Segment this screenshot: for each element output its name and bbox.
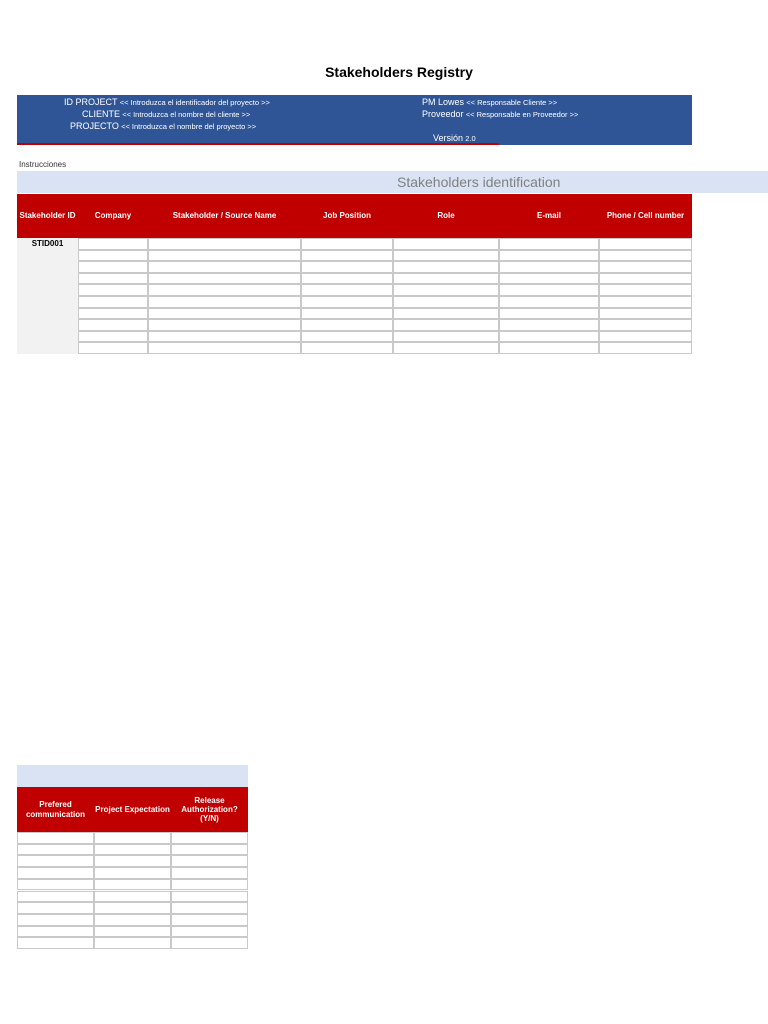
table-cell[interactable] [171, 891, 248, 903]
table-cell[interactable] [599, 342, 692, 354]
table-cell[interactable] [94, 832, 171, 844]
table-cell[interactable] [499, 319, 599, 331]
instructions-link[interactable]: Instrucciones [19, 160, 67, 169]
table-cell[interactable] [393, 308, 499, 320]
table-cell[interactable] [301, 284, 393, 296]
table-cell[interactable] [94, 867, 171, 879]
table-cell[interactable] [148, 319, 301, 331]
table-cell[interactable] [599, 273, 692, 285]
project-header [17, 95, 692, 145]
table-cell[interactable] [301, 331, 393, 343]
table-cell[interactable] [94, 937, 171, 949]
table-cell[interactable] [17, 832, 94, 844]
table-cell[interactable] [78, 250, 148, 262]
table-cell[interactable] [599, 308, 692, 320]
table-cell[interactable] [148, 284, 301, 296]
table-cell[interactable] [499, 284, 599, 296]
table-cell[interactable] [171, 855, 248, 867]
col-project-expectation: Project Expectation [95, 804, 170, 814]
col-company: Company [94, 211, 132, 221]
table-cell[interactable] [94, 902, 171, 914]
table-cell[interactable] [171, 926, 248, 938]
table-cell[interactable] [148, 238, 301, 250]
section-band [17, 171, 768, 193]
table-cell[interactable] [17, 855, 94, 867]
table-cell[interactable] [599, 261, 692, 273]
version-label: Versión [433, 133, 464, 143]
table-cell[interactable] [599, 331, 692, 343]
version-value: 2.0 [465, 134, 476, 143]
id-cell[interactable] [17, 238, 78, 354]
table-cell[interactable] [148, 296, 301, 308]
col-stakeholder-name: Stakeholder / Source Name [172, 211, 277, 221]
table-cell[interactable] [301, 250, 393, 262]
table-cell[interactable] [78, 319, 148, 331]
stakeholders-table-body [17, 238, 693, 354]
proveedor-value[interactable]: << Responsable en Proveedor >> [465, 110, 579, 119]
table-cell[interactable] [94, 844, 171, 856]
table-cell[interactable] [94, 891, 171, 903]
table-cell[interactable] [499, 261, 599, 273]
table-cell[interactable] [499, 308, 599, 320]
table-cell[interactable] [301, 319, 393, 331]
page-title: Stakeholders Registry [325, 64, 473, 80]
table-cell[interactable] [148, 331, 301, 343]
table-cell[interactable] [171, 914, 248, 926]
table-cell[interactable] [148, 261, 301, 273]
stakeholders-table-header [17, 194, 692, 238]
col-phone: Phone / Cell number [606, 211, 685, 221]
table-cell[interactable] [301, 308, 393, 320]
pm-row [422, 97, 557, 107]
col-prefered-communication: Prefered communication [25, 800, 86, 819]
table-cell[interactable] [78, 261, 148, 273]
section-band-2 [17, 765, 248, 787]
table-cell[interactable] [78, 308, 148, 320]
proveedor-label: Proveedor [422, 109, 464, 119]
table-cell[interactable] [301, 342, 393, 354]
table-cell[interactable] [499, 250, 599, 262]
table-cell[interactable] [94, 926, 171, 938]
table-cell[interactable] [17, 937, 94, 949]
proveedor-row [422, 109, 578, 119]
table-cell[interactable] [78, 342, 148, 354]
table-cell[interactable] [393, 250, 499, 262]
table-cell[interactable] [78, 331, 148, 343]
table-cell[interactable] [78, 238, 148, 250]
table-cell[interactable] [171, 902, 248, 914]
version-row [433, 133, 476, 143]
table-cell[interactable] [17, 891, 94, 903]
projecto-label: PROJECTO [70, 121, 119, 131]
table-cell[interactable] [301, 273, 393, 285]
table-cell[interactable] [393, 342, 499, 354]
table-cell[interactable] [171, 832, 248, 844]
table-cell[interactable] [393, 331, 499, 343]
header-divider [17, 143, 499, 145]
table-cell[interactable] [301, 238, 393, 250]
table-cell[interactable] [148, 308, 301, 320]
table-cell[interactable] [499, 296, 599, 308]
table-cell[interactable] [17, 914, 94, 926]
table-cell[interactable] [94, 879, 171, 891]
table-cell[interactable] [499, 331, 599, 343]
table-cell[interactable] [17, 926, 94, 938]
table-cell[interactable] [17, 844, 94, 856]
table-cell[interactable] [393, 261, 499, 273]
section-title: Stakeholders identification [397, 174, 561, 190]
table-cell[interactable] [393, 238, 499, 250]
table-cell[interactable] [301, 261, 393, 273]
table-cell[interactable] [171, 844, 248, 856]
communication-table-header [17, 787, 248, 832]
col-email: E-mail [536, 211, 561, 221]
table-cell[interactable] [393, 273, 499, 285]
col-role: Role [437, 211, 455, 221]
col-stakeholder-id: Stakeholder ID [19, 211, 76, 221]
table-cell[interactable] [171, 867, 248, 879]
table-cell[interactable] [499, 238, 599, 250]
pm-value[interactable]: << Responsable Cliente >> [466, 98, 558, 107]
cliente-label: CLIENTE [82, 109, 121, 119]
table-cell[interactable] [599, 296, 692, 308]
table-cell[interactable] [78, 284, 148, 296]
projecto-value[interactable]: << Introduzca el nombre del proyecto >> [121, 122, 257, 131]
table-cell[interactable] [78, 273, 148, 285]
col-job-position: Job Position [323, 211, 371, 221]
table-cell[interactable] [599, 319, 692, 331]
table-cell[interactable] [94, 855, 171, 867]
id-project-label: ID PROJECT [64, 97, 118, 107]
table-cell[interactable] [393, 319, 499, 331]
table-cell[interactable] [148, 342, 301, 354]
id-project-row [64, 97, 270, 107]
table-cell[interactable] [171, 879, 248, 891]
table-cell[interactable] [599, 284, 692, 296]
table-cell[interactable] [171, 937, 248, 949]
table-cell[interactable] [17, 867, 94, 879]
table-cell[interactable] [148, 250, 301, 262]
stakeholder-id-value: STID001 [31, 239, 64, 248]
table-cell[interactable] [94, 914, 171, 926]
cliente-row [82, 109, 250, 119]
stakeholders-grid [78, 238, 692, 354]
cliente-value[interactable]: << Introduzca el nombre del cliente >> [122, 110, 251, 119]
table-cell[interactable] [393, 284, 499, 296]
id-project-value[interactable]: << Introduzca el identificador del proyecto >> [119, 98, 270, 107]
table-cell[interactable] [599, 250, 692, 262]
table-cell[interactable] [17, 902, 94, 914]
table-cell[interactable] [499, 273, 599, 285]
table-cell[interactable] [17, 879, 94, 891]
communication-grid [17, 832, 249, 949]
col-release-authorization: Release Authorization? (Y/N) [181, 795, 238, 824]
table-cell[interactable] [78, 296, 148, 308]
table-cell[interactable] [301, 296, 393, 308]
table-cell[interactable] [599, 238, 692, 250]
pm-label: PM Lowes [422, 97, 465, 107]
table-cell[interactable] [393, 296, 499, 308]
table-cell[interactable] [499, 342, 599, 354]
table-cell[interactable] [148, 273, 301, 285]
projecto-row [70, 121, 256, 131]
